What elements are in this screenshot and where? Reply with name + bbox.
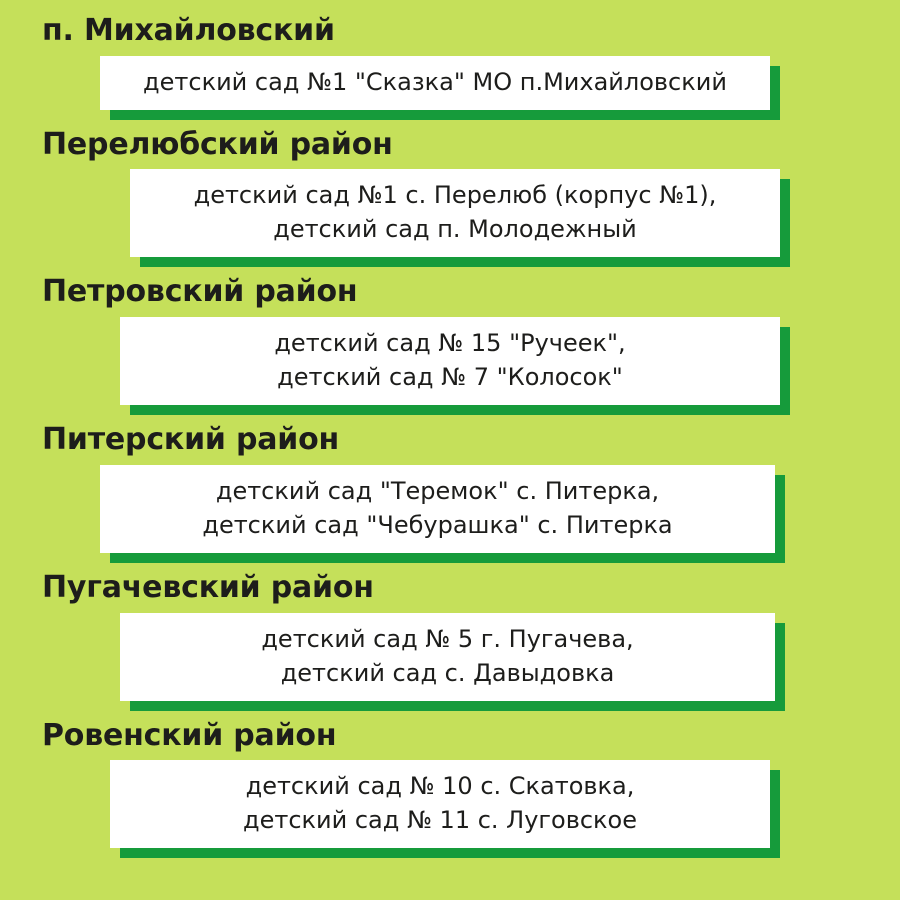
card-content xyxy=(100,56,770,110)
district-group xyxy=(0,275,900,405)
kindergarten-line: детский сад №1 "Сказка" МО п.Михайловский xyxy=(143,67,727,96)
district-title: Петровский район xyxy=(42,274,358,310)
district-card xyxy=(0,56,900,110)
card-content xyxy=(130,169,780,257)
district-title: п. Михайловский xyxy=(42,13,335,48)
kindergarten-line: детский сад "Чебурашка" с. Питерка xyxy=(202,510,673,539)
district-card xyxy=(0,169,900,257)
district-group xyxy=(0,423,900,553)
district-group xyxy=(0,128,900,258)
district-title: Питерский район xyxy=(42,422,340,458)
district-group xyxy=(0,14,900,110)
kindergarten-line: детский сад №1 с. Перелюб (корпус №1), xyxy=(193,181,717,210)
kindergarten-line: детский сад п. Молодежный xyxy=(273,215,637,244)
district-title: Ровенский район xyxy=(42,717,337,753)
district-card xyxy=(0,317,900,405)
card-content xyxy=(110,760,770,848)
card-content xyxy=(100,465,775,553)
district-card xyxy=(0,465,900,553)
kindergarten-line: детский сад с. Давыдовка xyxy=(280,658,615,687)
kindergarten-line: детский сад "Теремок" с. Питерка, xyxy=(215,476,660,505)
district-group xyxy=(0,571,900,701)
kindergarten-line: детский сад № 5 г. Пугачева, xyxy=(261,624,634,653)
district-card xyxy=(0,760,900,848)
kindergarten-line: детский сад № 10 с. Скатовка, xyxy=(245,772,635,801)
district-card xyxy=(0,613,900,701)
card-content xyxy=(120,613,775,701)
district-title: Пугачевский район xyxy=(42,569,374,605)
kindergarten-line: детский сад № 7 "Колосок" xyxy=(277,363,623,392)
district-group xyxy=(0,719,900,849)
kindergarten-line: детский сад № 15 "Ручеек", xyxy=(274,329,626,358)
district-title: Перелюбский район xyxy=(42,126,393,162)
card-content xyxy=(120,317,780,405)
kindergarten-line: детский сад № 11 с. Луговское xyxy=(242,806,638,835)
